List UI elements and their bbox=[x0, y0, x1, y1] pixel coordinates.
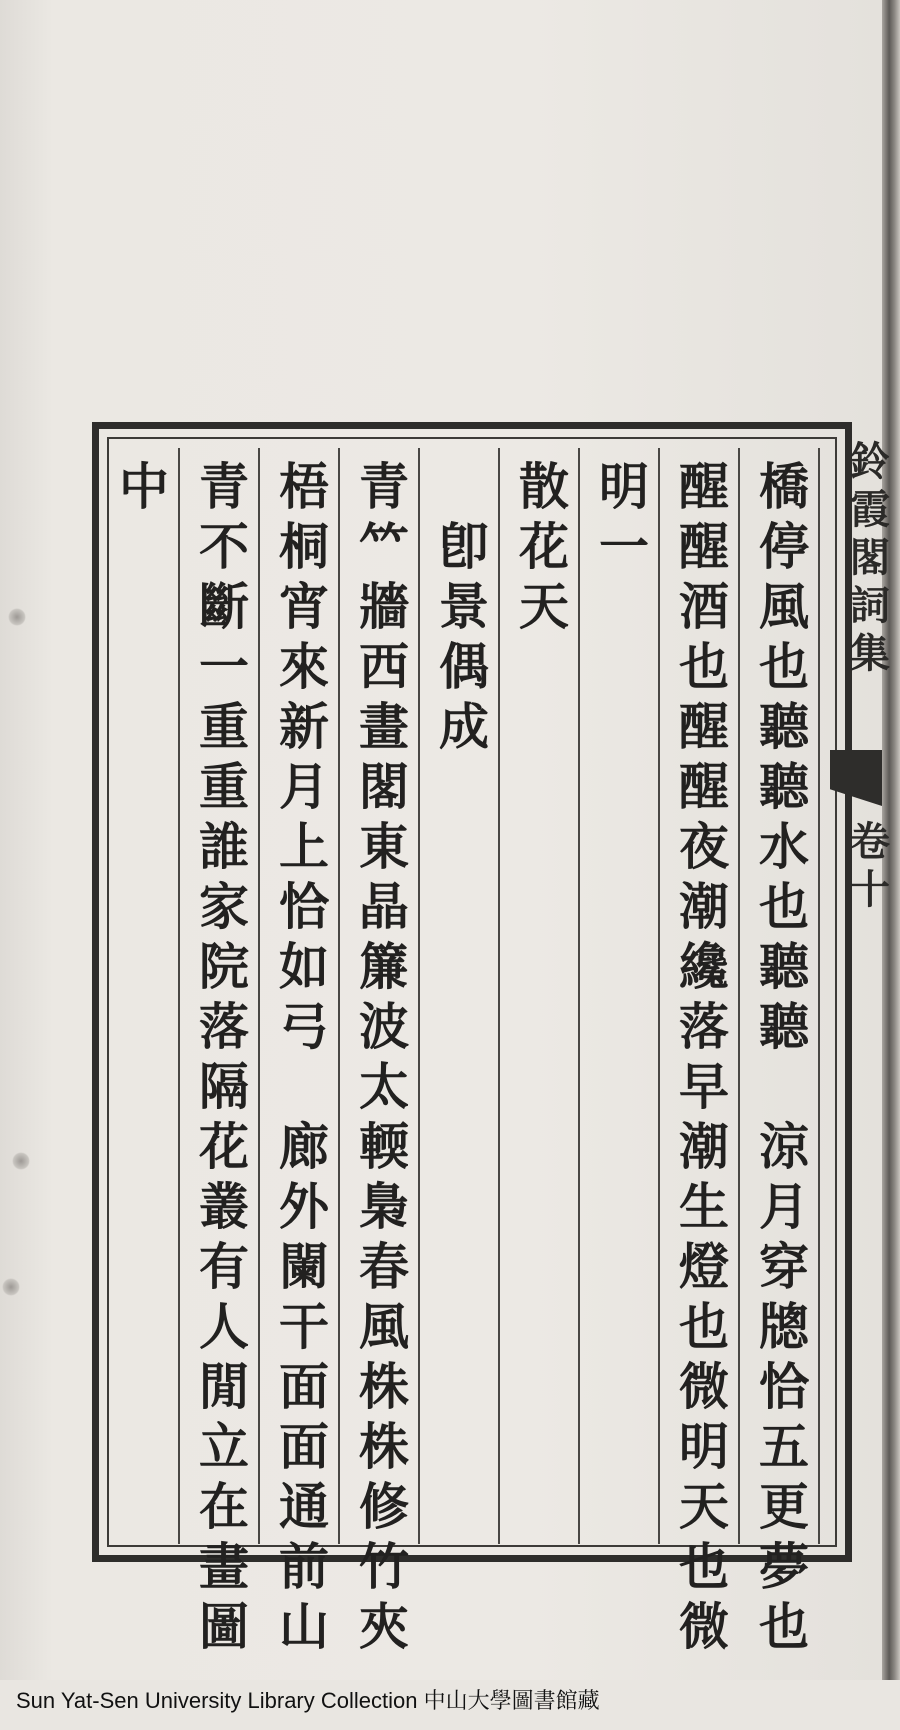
text-column-9 bbox=[262, 448, 338, 1660]
column-text: 醒醒酒也醒醒夜潮纔落早潮生燈也微明天也微 bbox=[671, 460, 730, 1660]
volume-block bbox=[843, 820, 891, 940]
text-column-7 bbox=[422, 448, 498, 1544]
column-text: 橋停風也聽聽水也聽聽 涼月穿牕恰五更夢也 bbox=[751, 460, 810, 1660]
text-column-5 bbox=[502, 448, 578, 1544]
column-rule bbox=[658, 448, 660, 1544]
column-text: 青不斷一重重誰家院落隔花叢有人閒立在畫圖 bbox=[191, 460, 250, 1660]
text-column-8 bbox=[342, 448, 418, 1660]
column-rule bbox=[818, 448, 820, 1544]
column-text: 梧桐宵來新月上恰如弓 廊外闌干面面通前山 bbox=[271, 460, 330, 1660]
column-text: 散花天 bbox=[511, 460, 570, 640]
column-rule bbox=[418, 448, 420, 1544]
binding-hole bbox=[2, 1278, 20, 1296]
text-column-11 bbox=[102, 448, 178, 1544]
header-title: 鈴霞閣詞集 bbox=[843, 440, 891, 680]
column-text: 明一 bbox=[591, 460, 650, 580]
text-column-10 bbox=[182, 448, 258, 1660]
text-column-2 bbox=[662, 448, 738, 1660]
binding-hole bbox=[12, 1152, 30, 1170]
text-column-1 bbox=[742, 448, 818, 1660]
column-rule bbox=[178, 448, 180, 1544]
column-rule bbox=[498, 448, 500, 1544]
binding-hole bbox=[8, 608, 26, 626]
library-watermark: Sun Yat-Sen University Library Collection 中山大學圖書館藏 bbox=[16, 1688, 600, 1713]
column-text: 中 bbox=[111, 460, 170, 520]
text-column-3 bbox=[582, 448, 658, 1544]
header-volume: 卷十 bbox=[843, 820, 891, 916]
column-rule bbox=[578, 448, 580, 1544]
column-rule bbox=[738, 448, 740, 1544]
column-text: 青𥫗牆西畫閣東晶簾波太輭梟春風株株修竹夾 bbox=[351, 460, 410, 1660]
column-rule bbox=[258, 448, 260, 1544]
column-rule bbox=[338, 448, 340, 1544]
column-text: 卽景偶成 bbox=[431, 460, 490, 760]
